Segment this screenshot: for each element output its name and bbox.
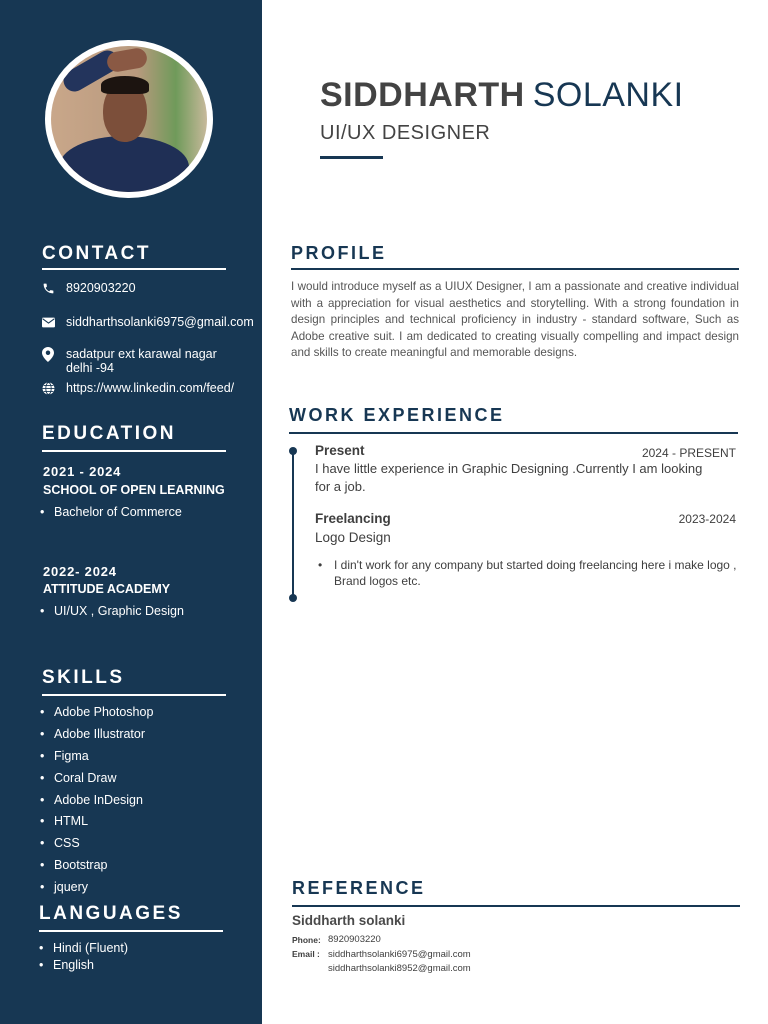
- last-name: SOLANKI: [532, 76, 684, 114]
- location-pin-icon: [40, 347, 56, 361]
- timeline-dot: [289, 594, 297, 602]
- job-description-1: I have little experience in Graphic Designing .Currently I am looking for a job.: [315, 461, 703, 494]
- job-subtitle-2: Logo Design: [315, 530, 391, 545]
- profile-photo-frame: [45, 40, 213, 198]
- languages-heading: LANGUAGES: [39, 903, 183, 924]
- full-name: [320, 76, 684, 115]
- job-date-2: 2023-2024: [678, 512, 736, 526]
- skills-heading: SKILLS: [42, 667, 125, 688]
- skill-item: • Adobe InDesign: [40, 792, 153, 814]
- education-degree-list-1: [40, 505, 182, 519]
- skill-item: • Bootstrap: [40, 857, 153, 879]
- reference-name: Siddharth solanki: [292, 913, 406, 928]
- list-item: • I din't work for any company but started doing freelancing here i make logo , Brand logos etc.: [318, 557, 740, 589]
- address: [66, 347, 217, 375]
- skill-item: • Figma: [40, 748, 153, 770]
- list-item: • Bachelor of Commerce: [40, 505, 182, 519]
- work-heading: WORK EXPERIENCE: [289, 405, 505, 425]
- skill-item: • Adobe Photoshop: [40, 704, 153, 726]
- profile-text: I would introduce myself as a UIUX Designer, I am a passionate and creative individual with a appreciation for visual aesthetics and storytelling. With a strong foundation in design principles and technical proficiency in industry - standard software, Such as Adobe creative suit. I am dedicated to creating visually compelling and impact design and skills to create meaningful and memorable designs.: [291, 280, 739, 359]
- languages-list: [39, 940, 128, 973]
- education-school-1: SCHOOL OF OPEN LEARNING: [43, 483, 225, 497]
- list-item: • UI/UX , Graphic Design: [40, 604, 184, 618]
- first-name: SIDDHARTH: [320, 76, 525, 114]
- linkedin-link[interactable]: https://www.linkedin.com/feed/: [66, 381, 235, 395]
- job-role: UI/UX DESIGNER: [320, 122, 491, 144]
- timeline-dot: [289, 447, 297, 455]
- language-item: • Hindi (Fluent): [39, 940, 128, 957]
- reference-email-2[interactable]: siddharthsolanki8952@gmail.com: [328, 963, 471, 974]
- job-title-2: Freelancing: [315, 511, 391, 526]
- education-heading: EDUCATION: [42, 423, 177, 444]
- reference-heading: REFERENCE: [292, 878, 426, 898]
- job-date-1: 2024 - PRESENT: [641, 446, 736, 460]
- reference-phone-label: Phone:: [292, 935, 321, 945]
- work-divider: [289, 432, 738, 434]
- email-address[interactable]: siddharthsolanki6975@gmail.com: [66, 315, 254, 329]
- job-title-1: Present: [315, 443, 365, 458]
- contact-phone: [40, 281, 136, 295]
- phone-number[interactable]: 8920903220: [66, 281, 136, 295]
- globe-icon: [40, 381, 56, 395]
- education-years-2: 2022- 2024: [43, 564, 117, 579]
- profile-divider: [291, 268, 739, 270]
- name-underline: [320, 156, 383, 159]
- language-item: • English: [39, 957, 128, 974]
- contact-heading: CONTACT: [42, 243, 151, 264]
- education-degree-list-2: [40, 604, 184, 618]
- skill-item: • jquery: [40, 879, 153, 901]
- reference-email-1[interactable]: siddharthsolanki6975@gmail.com: [328, 949, 471, 960]
- job-bullets-2: [318, 557, 740, 589]
- contact-divider: [42, 268, 226, 270]
- skill-item: • CSS: [40, 835, 153, 857]
- contact-website: [40, 381, 234, 395]
- contact-email: [40, 315, 254, 329]
- education-years-1: 2021 - 2024: [43, 464, 122, 479]
- address-line-2: delhi -94: [66, 361, 114, 375]
- phone-icon: [40, 281, 56, 295]
- timeline-line: [292, 451, 294, 598]
- mail-icon: [40, 315, 56, 329]
- skill-item: • HTML: [40, 813, 153, 835]
- reference-email-label: Email :: [292, 949, 320, 959]
- profile-photo: [51, 46, 207, 192]
- education-divider: [42, 450, 226, 452]
- languages-divider: [39, 930, 223, 932]
- education-school-2: ATTITUDE ACADEMY: [43, 582, 171, 596]
- reference-divider: [292, 905, 740, 907]
- skills-divider: [42, 694, 226, 696]
- reference-phone[interactable]: 8920903220: [328, 934, 381, 945]
- skills-list: [40, 704, 153, 901]
- skill-item: • Adobe Illustrator: [40, 726, 153, 748]
- address-line-1: sadatpur ext karawal nagar: [66, 347, 217, 361]
- skill-item: • Coral Draw: [40, 770, 153, 792]
- contact-address: [40, 347, 217, 375]
- profile-heading: PROFILE: [291, 243, 387, 263]
- sidebar: [0, 0, 262, 1024]
